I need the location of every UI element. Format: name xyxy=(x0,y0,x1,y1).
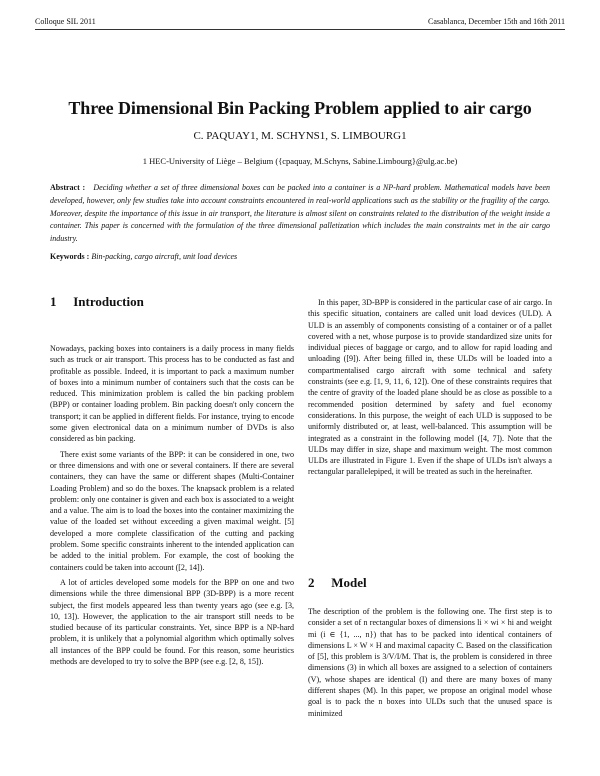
running-header xyxy=(35,17,565,30)
paragraph: There exist some variants of the BPP: it can be considered in one, two or three dimensions and with one or several containers. If there are several containers, they can have the same or different shapes (Multi-Container Loading Problem) and so do the boxes. The knapsack problem is a related problem: only one container is given and each box is associated to a weight and a value. The aim is to load the boxes into the container maximizing the value of the loaded set without exceeding a given maximal weight. [5] developed a more complete classification of the cutting and packing problem. Some specific constraints inherent to the intended application can be added to the initial problem. For example, the cost of booking the containers could be taken into account ([2, 14]). xyxy=(50,449,294,572)
section-number: 2 xyxy=(308,575,315,590)
affiliation: 1 HEC-University of Liège – Belgium ({cpaquay, M.Schyns, Sabine.Limbourg}@ulg.ac.be) xyxy=(142,156,458,166)
header-right: Casablanca, December 15th and 16th 2011 xyxy=(428,17,565,26)
abstract-label: Abstract : xyxy=(50,183,86,192)
keywords-text: Bin-packing, cargo aircraft, unit load devices xyxy=(91,252,238,261)
keywords xyxy=(50,252,550,261)
keywords-label: Keywords : xyxy=(50,252,90,261)
section-number: 1 xyxy=(50,294,57,309)
section-title: Model xyxy=(331,575,367,590)
paper-title: Three Dimensional Bin Packing Problem applied to air cargo xyxy=(68,98,532,118)
section-heading-model xyxy=(308,575,367,591)
paragraph: A lot of articles developed some models for the BPP on one and two dimensions while the three dimensional BPP (3D-BPP) is a more recent subject, the first models appeared less than twenty years ago (see e.g. [3, 10, 13]). However, the application to the air transport still needs to be studied because of its particular constraints. Yet, since BPP is a NP-hard problem, it is unlikely that a polynomial algorithm which optimally solves all instances of the BPP could be found. For this reason, some heuristics methods are developed to try to solve the BPP (see e.g. [2, 8, 15]). xyxy=(50,577,294,667)
paragraph: The description of the problem is the following one. The first step is to consider a set of n rectangular boxes of dimensions li × wi × hi and weight mi (i ∈ {1, ..., n}) that has to be packed into identical containers of dimensions L × W × H and maximal capacity C. Based on the classification of [5], this problem is 3/V/I/M. That is, the problem is considered in three dimensions (3) in which all boxes are assigned to a selection of containers (V), whose shapes are identical (I) and there are many boxes of many different shapes (M). In this paper, we propose an original model whose goal is to pack the n boxes into ULDs such that the unused space is minimized xyxy=(308,607,552,718)
paper-authors: C. PAQUAY1, M. SCHYNS1, S. LIMBOURG1 xyxy=(193,130,407,142)
section-heading-introduction xyxy=(50,294,144,310)
abstract xyxy=(50,182,550,246)
header-left: Colloque SIL 2011 xyxy=(35,17,96,26)
right-column-top xyxy=(308,297,552,478)
section-title: Introduction xyxy=(73,294,144,309)
paragraph: Nowadays, packing boxes into containers is a daily process in many fields such as truck or air transport. This process has to be conducted as fast and profitable as possible. Indeed, it is important to pack a maximum number of boxes into a minimum number of containers such that the costs can be reduced. This minimization problem is called the bin packing problem (BPP) or container loading problem. Bin packing doesn't only concern the transport; it can be applied in different fields. For instance, trying to encode some given electronical data on a minimum number of DVDs is also considered as bin packing. xyxy=(50,344,294,444)
left-column xyxy=(50,343,294,667)
right-column-bottom xyxy=(308,606,552,719)
abstract-text: Deciding whether a set of three dimensional boxes can be packed into a container is a NP-hard problem. Mathematical models have been developed, however, only few studies take into account constraints encountered in real-world applications such as the stability or the fragility of the cargo. Moreover, despite the importance of this issue in air transport, the literature is almost silent on constraints related to the distribution of the weight inside a container. This paper is concerned with the formulation of the three dimensional palletization which includes the main constraints met in the air cargo industry. xyxy=(50,183,550,244)
paragraph: In this paper, 3D-BPP is considered in the particular case of air cargo. In this specific situation, containers are called unit load devices (ULD). A ULD is an assembly of components consisting of a container or of a pallet covered with a net, whose purpose is to provide standardized size units for individual pieces of baggage or cargo, and to allow for rapid loading and unloading ([9]). After being filled in, these ULDs will be loaded into a compartmentalised cargo aircraft with some technical and safety constraints (see e.g. [1, 9, 11, 6, 12]). One of these constraints requires that the centre of gravity of the loaded plane should be as close as possible to a recommended position determined by safety and fuel economy considerations. In this purpose, the weight of each ULD is supposed to be uniformly distributed or, at least, well-balanced. This assumption will be integrated as a constraint in the following model ([4, 7]). Note that the ULDs may differ in size, shape and maximum weight. The most common ULDs are illustrated in Figure 1. Even if the shape of ULDs isn't always a rectangular parallelepiped, it will be treated as such in the hereinafter. xyxy=(308,298,552,477)
